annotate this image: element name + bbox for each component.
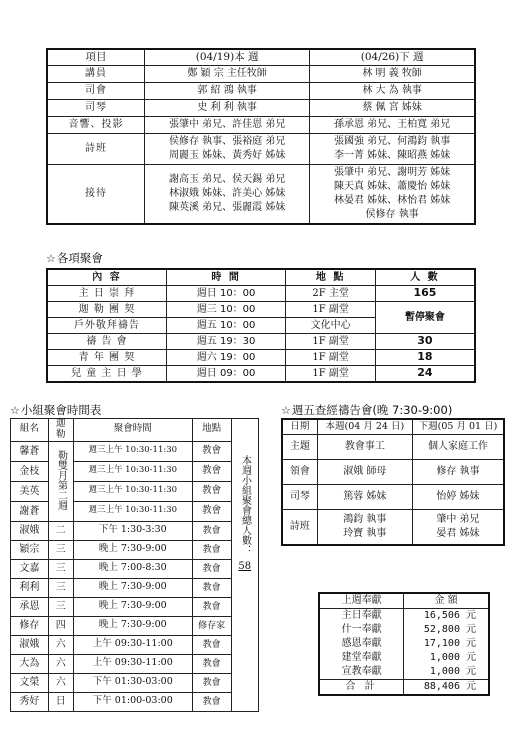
meeting-time: 週日 10：00 xyxy=(166,286,285,302)
meeting-place: 1F 副堂 xyxy=(286,302,376,318)
weekly-item: 司琴 xyxy=(47,100,145,117)
friday-next-week-line: 修存 執事 xyxy=(436,466,480,477)
meetings-row xyxy=(47,286,475,302)
friday-header-cell: 本週(04 月 24 日) xyxy=(317,419,412,435)
group-day: 三 xyxy=(48,540,73,559)
star-icon: ☆ xyxy=(281,404,291,417)
group-place: 教會 xyxy=(192,635,231,654)
weekly-row xyxy=(47,100,475,117)
friday-this-week xyxy=(317,460,412,485)
weekly-next-week-line: 張肇中 弟兄、謝明芳 姊妹 xyxy=(333,167,451,178)
offering-amount: 52,800 元 xyxy=(404,623,489,637)
meetings-header-cell: 內 容 xyxy=(47,269,166,286)
group-place: 教會 xyxy=(192,559,231,578)
weekly-next-week xyxy=(310,100,475,117)
group-place: 教會 xyxy=(192,441,231,461)
meeting-place: 1F 副堂 xyxy=(286,350,376,366)
groups-row xyxy=(11,673,259,692)
friday-item: 司琴 xyxy=(282,485,317,510)
meetings-title: 各項聚會 xyxy=(56,251,103,265)
group-place: 教會 xyxy=(192,521,231,540)
group-name: 淑娥 xyxy=(11,635,49,654)
group-time: 下午 1:30-3:30 xyxy=(73,521,192,540)
meeting-place: 文化中心 xyxy=(286,318,376,334)
friday-next-week-line: 怡婷 姊妹 xyxy=(436,491,480,502)
group-name: 謝蒼 xyxy=(11,501,49,521)
groups-row xyxy=(11,559,259,578)
offering-amount: 1,000 元 xyxy=(404,665,489,680)
weekly-item: 音響、投影 xyxy=(47,117,145,134)
weekly-this-week-line: 侯修存 執事、張裕庭 弟兄 xyxy=(168,136,286,147)
offering-amount: 16,506 元 xyxy=(404,609,489,624)
weekly-this-week xyxy=(145,66,310,83)
group-name: 秀好 xyxy=(11,692,49,711)
friday-this-week-line: 教會事工 xyxy=(344,441,385,452)
offering-header-cell: 金 額 xyxy=(404,593,489,609)
weekly-this-week xyxy=(145,134,310,165)
meeting-time: 週日 09：00 xyxy=(166,366,285,383)
weekly-this-week xyxy=(145,83,310,100)
meeting-time: 週五 10：00 xyxy=(166,318,285,334)
friday-this-week-line: 淑娥 師母 xyxy=(343,466,387,477)
star-icon: ☆ xyxy=(10,404,20,417)
groups-total-value: 58 xyxy=(238,560,252,572)
offering-name: 什一奉獻 xyxy=(319,623,404,637)
weekly-next-week-line: 蔡 佩 宮 姊妹 xyxy=(362,102,422,113)
weekly-next-week xyxy=(310,83,475,100)
weekly-header-row xyxy=(47,49,475,66)
meetings-row xyxy=(47,302,475,318)
offering-name: 宣教奉獻 xyxy=(319,665,404,680)
group-name: 金枝 xyxy=(11,461,49,481)
group-time: 下午 01:00-03:00 xyxy=(73,692,192,711)
group-time: 晚上 7:30-9:00 xyxy=(73,616,192,635)
meeting-time: 週五 19：30 xyxy=(166,334,285,350)
offering-row xyxy=(319,623,489,637)
group-place: 修存家 xyxy=(192,616,231,635)
weekly-item: 接待 xyxy=(47,165,145,225)
groups-header-cell: 迦勒 xyxy=(48,419,73,442)
weekly-header-cell: (04/26)下 週 xyxy=(310,49,475,66)
weekly-header-cell: (04/19)本 週 xyxy=(145,49,310,66)
groups-caleb-row xyxy=(11,461,259,481)
group-name: 大為 xyxy=(11,654,49,673)
group-day: 六 xyxy=(48,635,73,654)
groups-row xyxy=(11,540,259,559)
group-place: 教會 xyxy=(192,654,231,673)
meetings-table xyxy=(46,268,476,383)
meeting-name: 戶外敬拜禱告 xyxy=(47,318,166,334)
weekly-this-week-line: 張肇中 弟兄、許佳恩 弟兄 xyxy=(168,119,286,130)
meetings-row xyxy=(47,334,475,350)
meeting-name: 兒 童 主 日 學 xyxy=(47,366,166,383)
weekly-next-week-line: 孫承恩 弟兄、王柏寬 弟兄 xyxy=(333,119,451,130)
groups-row xyxy=(11,578,259,597)
group-time: 上午 09:30-11:00 xyxy=(73,654,192,673)
offering-row xyxy=(319,609,489,624)
groups-title: 小組聚會時間表 xyxy=(20,403,102,417)
friday-item: 主題 xyxy=(282,435,317,460)
offering-amount: 17,100 元 xyxy=(404,637,489,651)
weekly-this-week-line: 林淑娥 姊妹、許美心 姊妹 xyxy=(168,188,286,199)
weekly-this-week-line: 鄭 穎 宗 主任牧師 xyxy=(187,68,267,79)
groups-row xyxy=(11,635,259,654)
meeting-time: 週六 19：00 xyxy=(166,350,285,366)
weekly-row xyxy=(47,134,475,165)
friday-item: 領會 xyxy=(282,460,317,485)
weekly-next-week-line: 侯修存 執事 xyxy=(365,209,419,220)
friday-item: 詩班 xyxy=(282,510,317,546)
group-place: 教會 xyxy=(192,673,231,692)
group-place: 教會 xyxy=(192,597,231,616)
group-name: 文嘉 xyxy=(11,559,49,578)
meetings-row xyxy=(47,350,475,366)
group-name: 文榮 xyxy=(11,673,49,692)
friday-header-cell: 日期 xyxy=(282,419,317,435)
offering-row xyxy=(319,637,489,651)
offering-row xyxy=(319,651,489,665)
meeting-name: 迦 勒 團 契 xyxy=(47,302,166,318)
offering-name: 感恩奉獻 xyxy=(319,637,404,651)
meeting-count: 18 xyxy=(375,350,475,366)
weekly-next-week xyxy=(310,134,475,165)
group-place: 教會 xyxy=(192,540,231,559)
meeting-time: 週三 10：00 xyxy=(166,302,285,318)
caleb-schedule-label: 勒雙月第二週 xyxy=(55,449,67,510)
caleb-schedule xyxy=(48,441,73,521)
offering-table xyxy=(318,592,490,696)
friday-next-week xyxy=(412,435,504,460)
meeting-count: 30 xyxy=(375,334,475,350)
weekly-this-week-line: 謝高玉 弟兄、侯天錫 弟兄 xyxy=(168,174,286,185)
friday-row xyxy=(282,435,504,460)
friday-row xyxy=(282,485,504,510)
group-time: 週三上午 10:30-11:30 xyxy=(73,441,192,461)
weekly-next-week-line: 林 明 義 牧師 xyxy=(362,68,422,79)
groups-row xyxy=(11,692,259,711)
weekly-next-week xyxy=(310,66,475,83)
group-time: 晚上 7:30-9:00 xyxy=(73,597,192,616)
group-place: 教會 xyxy=(192,692,231,711)
groups-header-cell: 聚會時間 xyxy=(73,419,192,442)
offering-total-row xyxy=(319,680,489,696)
group-day: 三 xyxy=(48,559,73,578)
weekly-item: 講員 xyxy=(47,66,145,83)
groups-header-cell: 組名 xyxy=(11,419,49,442)
group-day: 三 xyxy=(48,597,73,616)
groups-row xyxy=(11,597,259,616)
meetings-header-cell: 時 間 xyxy=(166,269,285,286)
weekly-next-week-line: 林 大 為 執事 xyxy=(362,85,422,96)
weekly-this-week xyxy=(145,100,310,117)
weekly-next-week xyxy=(310,117,475,134)
meeting-place: 2F 主堂 xyxy=(286,286,376,302)
friday-row xyxy=(282,510,504,546)
meetings-header-row xyxy=(47,269,475,286)
group-time: 晚上 7:30-9:00 xyxy=(73,540,192,559)
weekly-this-week-line: 陳英溪 弟兄、張麗霞 姊妹 xyxy=(168,202,286,213)
group-name: 承恩 xyxy=(11,597,49,616)
weekly-next-week xyxy=(310,165,475,225)
group-time: 週三上午 10:30-11:30 xyxy=(73,501,192,521)
offering-row xyxy=(319,665,489,680)
friday-next-week-line: 肇中 弟兄 xyxy=(436,514,480,525)
friday-next-week xyxy=(412,510,504,546)
groups-header-row xyxy=(11,419,259,442)
friday-row xyxy=(282,460,504,485)
meetings-header-cell: 人 數 xyxy=(375,269,475,286)
meetings-row xyxy=(47,366,475,383)
group-place: 教會 xyxy=(192,578,231,597)
group-time: 晚上 7:30-9:00 xyxy=(73,578,192,597)
group-time: 週三上午 10:30-11:30 xyxy=(73,481,192,501)
meeting-count: 24 xyxy=(375,366,475,383)
weekly-row xyxy=(47,83,475,100)
offering-header-cell: 上週奉獻 xyxy=(319,593,404,609)
weekly-next-week-line: 林晏君 姊妹、林怡君 姊妹 xyxy=(333,195,451,206)
weekly-row xyxy=(47,165,475,225)
friday-next-week-line: 晏君 姊妹 xyxy=(436,528,480,539)
meetings-header-cell: 地 點 xyxy=(286,269,376,286)
friday-this-week-line: 玲寶 執事 xyxy=(343,528,387,539)
group-place: 教會 xyxy=(192,481,231,501)
group-place: 教會 xyxy=(192,461,231,481)
star-icon: ☆ xyxy=(46,252,56,265)
friday-table xyxy=(281,418,505,546)
group-place: 教會 xyxy=(192,501,231,521)
friday-this-week xyxy=(317,485,412,510)
friday-this-week xyxy=(317,435,412,460)
group-day: 日 xyxy=(48,692,73,711)
meeting-name: 青 年 團 契 xyxy=(47,350,166,366)
weekly-item: 司會 xyxy=(47,83,145,100)
group-name: 穎宗 xyxy=(11,540,49,559)
meeting-place: 1F 副堂 xyxy=(286,334,376,350)
group-day: 六 xyxy=(48,654,73,673)
friday-section-title xyxy=(281,402,452,418)
offering-total-amount: 88,406 元 xyxy=(404,680,489,696)
weekly-row xyxy=(47,66,475,83)
meeting-paused-note: 暫停聚會 xyxy=(375,302,475,334)
friday-header-row xyxy=(282,419,504,435)
group-day: 二 xyxy=(48,521,73,540)
weekly-next-week-line: 陳天真 姊妹、蕭慶怡 姊妹 xyxy=(333,181,451,192)
groups-table xyxy=(10,418,259,712)
groups-section-title xyxy=(10,402,101,418)
friday-this-week xyxy=(317,510,412,546)
group-name: 美英 xyxy=(11,481,49,501)
meetings-section-title xyxy=(46,250,103,266)
meeting-name: 主 日 崇 拜 xyxy=(47,286,166,302)
weekly-service-table xyxy=(46,48,476,225)
group-time: 晚上 7:00-8:30 xyxy=(73,559,192,578)
friday-header-cell: 下週(05 月 01 日) xyxy=(412,419,504,435)
group-day: 四 xyxy=(48,616,73,635)
offering-name: 建堂奉獻 xyxy=(319,651,404,665)
offering-amount: 1,000 元 xyxy=(404,651,489,665)
groups-caleb-row xyxy=(11,481,259,501)
groups-total-label: 本週小組聚會總人數： xyxy=(239,455,251,555)
group-name: 修存 xyxy=(11,616,49,635)
friday-title: 週五查經禱告會(晚 7:30-9:00) xyxy=(291,403,453,417)
group-time: 週三上午 10:30-11:30 xyxy=(73,461,192,481)
groups-caleb-row xyxy=(11,501,259,521)
friday-next-week xyxy=(412,460,504,485)
groups-row xyxy=(11,654,259,673)
groups-caleb-row xyxy=(11,441,259,461)
group-name: 淑娥 xyxy=(11,521,49,540)
offering-total-label: 合 計 xyxy=(319,680,404,696)
group-time: 上午 09:30-11:00 xyxy=(73,635,192,654)
meeting-place: 1F 副堂 xyxy=(286,366,376,383)
weekly-header-cell: 項目 xyxy=(47,49,145,66)
weekly-this-week xyxy=(145,165,310,225)
weekly-item: 詩班 xyxy=(47,134,145,165)
group-time: 下午 01:30-03:00 xyxy=(73,673,192,692)
offering-name: 主日奉獻 xyxy=(319,609,404,624)
group-day: 三 xyxy=(48,578,73,597)
groups-row xyxy=(11,521,259,540)
weekly-row xyxy=(47,117,475,134)
group-name: 馨蒼 xyxy=(11,441,49,461)
friday-next-week xyxy=(412,485,504,510)
groups-row xyxy=(11,616,259,635)
groups-total-cell xyxy=(231,419,258,712)
weekly-next-week-line: 張國強 弟兄、何鴻鈞 執事 xyxy=(333,136,451,147)
weekly-this-week-line: 史 利 利 執事 xyxy=(197,102,257,113)
offering-header-row xyxy=(319,593,489,609)
friday-next-week-line: 個人家庭工作 xyxy=(427,441,488,452)
group-name: 利利 xyxy=(11,578,49,597)
group-day: 六 xyxy=(48,673,73,692)
weekly-this-week xyxy=(145,117,310,134)
friday-this-week-line: 篤蓉 姊妹 xyxy=(343,491,387,502)
friday-this-week-line: 鴻鈞 執事 xyxy=(343,514,387,525)
meeting-name: 禱 告 會 xyxy=(47,334,166,350)
meeting-count: 165 xyxy=(375,286,475,302)
weekly-this-week-line: 周麗玉 姊妹、黃秀好 姊妹 xyxy=(168,150,286,161)
groups-header-cell: 地點 xyxy=(192,419,231,442)
weekly-this-week-line: 郭 紹 鴻 執事 xyxy=(197,85,257,96)
weekly-next-week-line: 李一菁 姊妹、陳昭燕 姊妹 xyxy=(333,150,451,161)
